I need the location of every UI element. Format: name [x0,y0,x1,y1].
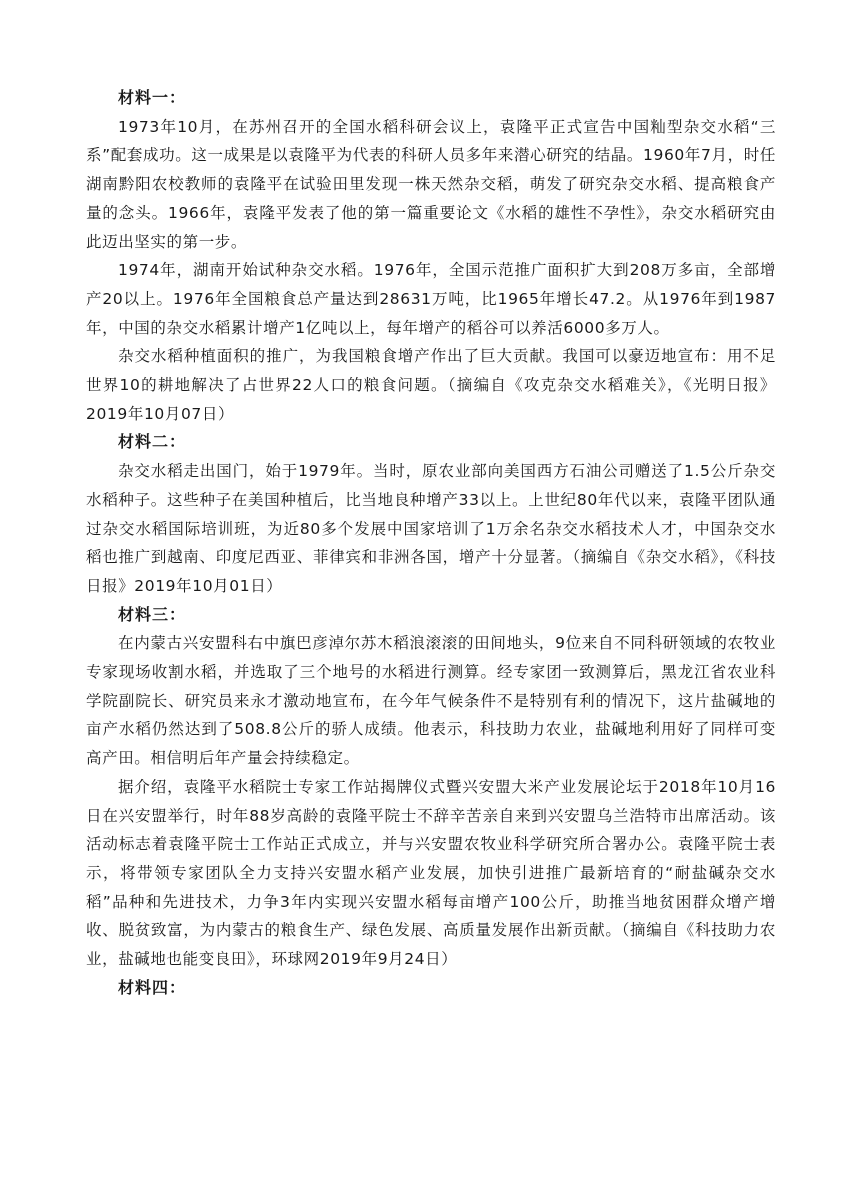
section-heading-4: 材料四： [118,977,187,997]
paragraph: 杂交水稻种植面积的推广，为我国粮食增产作出了巨大贡献。我国可以豪迈地宣布：用不足世界10的耕地解决了占世界22人口的粮食问题。（摘编自《攻克杂交水稻难关》，《光明日报》2019年10月07日） [86,347,776,423]
paragraph: 在内蒙古兴安盟科右中旗巴彦淖尔苏木稻浪滚滚的田间地头，9位来自不同科研领域的农牧业专家现场收割水稻，并选取了三个地号的水稻进行测算。经专家团一致测算后，黑龙江省农业科学院副院长、研究员来永才激动地宣布，在今年气候条件不是特别有利的情况下，这片盐碱地的亩产水稻仍然达到了508.8公斤的骄人成绩。他表示，科技助力农业，盐碱地利用好了同样可变高产田。相信明后年产量会持续稳定。 [86,634,776,768]
section-heading-3: 材料三： [118,604,187,624]
paragraph: 据介绍，袁隆平水稻院士专家工作站揭牌仪式暨兴安盟大米产业发展论坛于2018年10月16日在兴安盟举行，时年88岁高龄的袁隆平院士不辞辛苦亲自来到兴安盟乌兰浩特市出席活动。该活动标志着袁隆平院士工作站正式成立，并与兴安盟农牧业科学研究所合署办公。袁隆平院士表示，将带领专家团队全力支持兴安盟水稻产业发展，加快引进推广最新培育的“耐盐碱杂交水稻”品种和先进技术，力争3年内实现兴安盟水稻每亩增产100公斤，助推当地贫困群众增产增收、脱贫致富，为内蒙古的粮食生产、绿色发展、高质量发展作出新贡献。（摘编自《科技助力农业，盐碱地也能变良田》，环球网2019年9月24日） [86,777,776,969]
section-heading-2: 材料二： [118,432,187,452]
paragraph: 1974年，湖南开始试种杂交水稻。1976年，全国示范推广面积扩大到208万多亩，全部增产20以上。1976年全国粮食总产量达到28631万吨，比1965年增长47.2。从1976年到1987年，中国的杂交水稻累计增产1亿吨以上，每年增产的稻谷可以养活6000多万人。 [86,261,776,337]
section-heading-1: 材料一： [118,88,187,107]
document-page [86,84,776,1003]
paragraph: 1973年10月，在苏州召开的全国水稻科研会议上，袁隆平正式宣告中国籼型杂交水稻“三系”配套成功。这一成果是以袁隆平为代表的科研人员多年来潜心研究的结晶。1960年7月，时任湖南黔阳农校教师的袁隆平在试验田里发现一株天然杂交稻，萌发了研究杂交水稻、提高粮食产量的念头。1966年，袁隆平发表了他的第一篇重要论文《水稻的雄性不孕性》，杂交水稻研究由此迈出坚实的第一步。 [86,117,776,251]
paragraph: 杂交水稻走出国门，始于1979年。当时，原农业部向美国西方石油公司赠送了1.5公斤杂交水稻种子。这些种子在美国种植后，比当地良种增产33以上。上世纪80年代以来，袁隆平团队通过杂交水稻国际培训班，为近80多个发展中国家培训了1万余名杂交水稻技术人才，中国杂交水稻也推广到越南、印度尼西亚、菲律宾和非洲各国，增产十分显著。（摘编自《杂交水稻》，《科技日报》2019年10月01日） [86,462,776,595]
